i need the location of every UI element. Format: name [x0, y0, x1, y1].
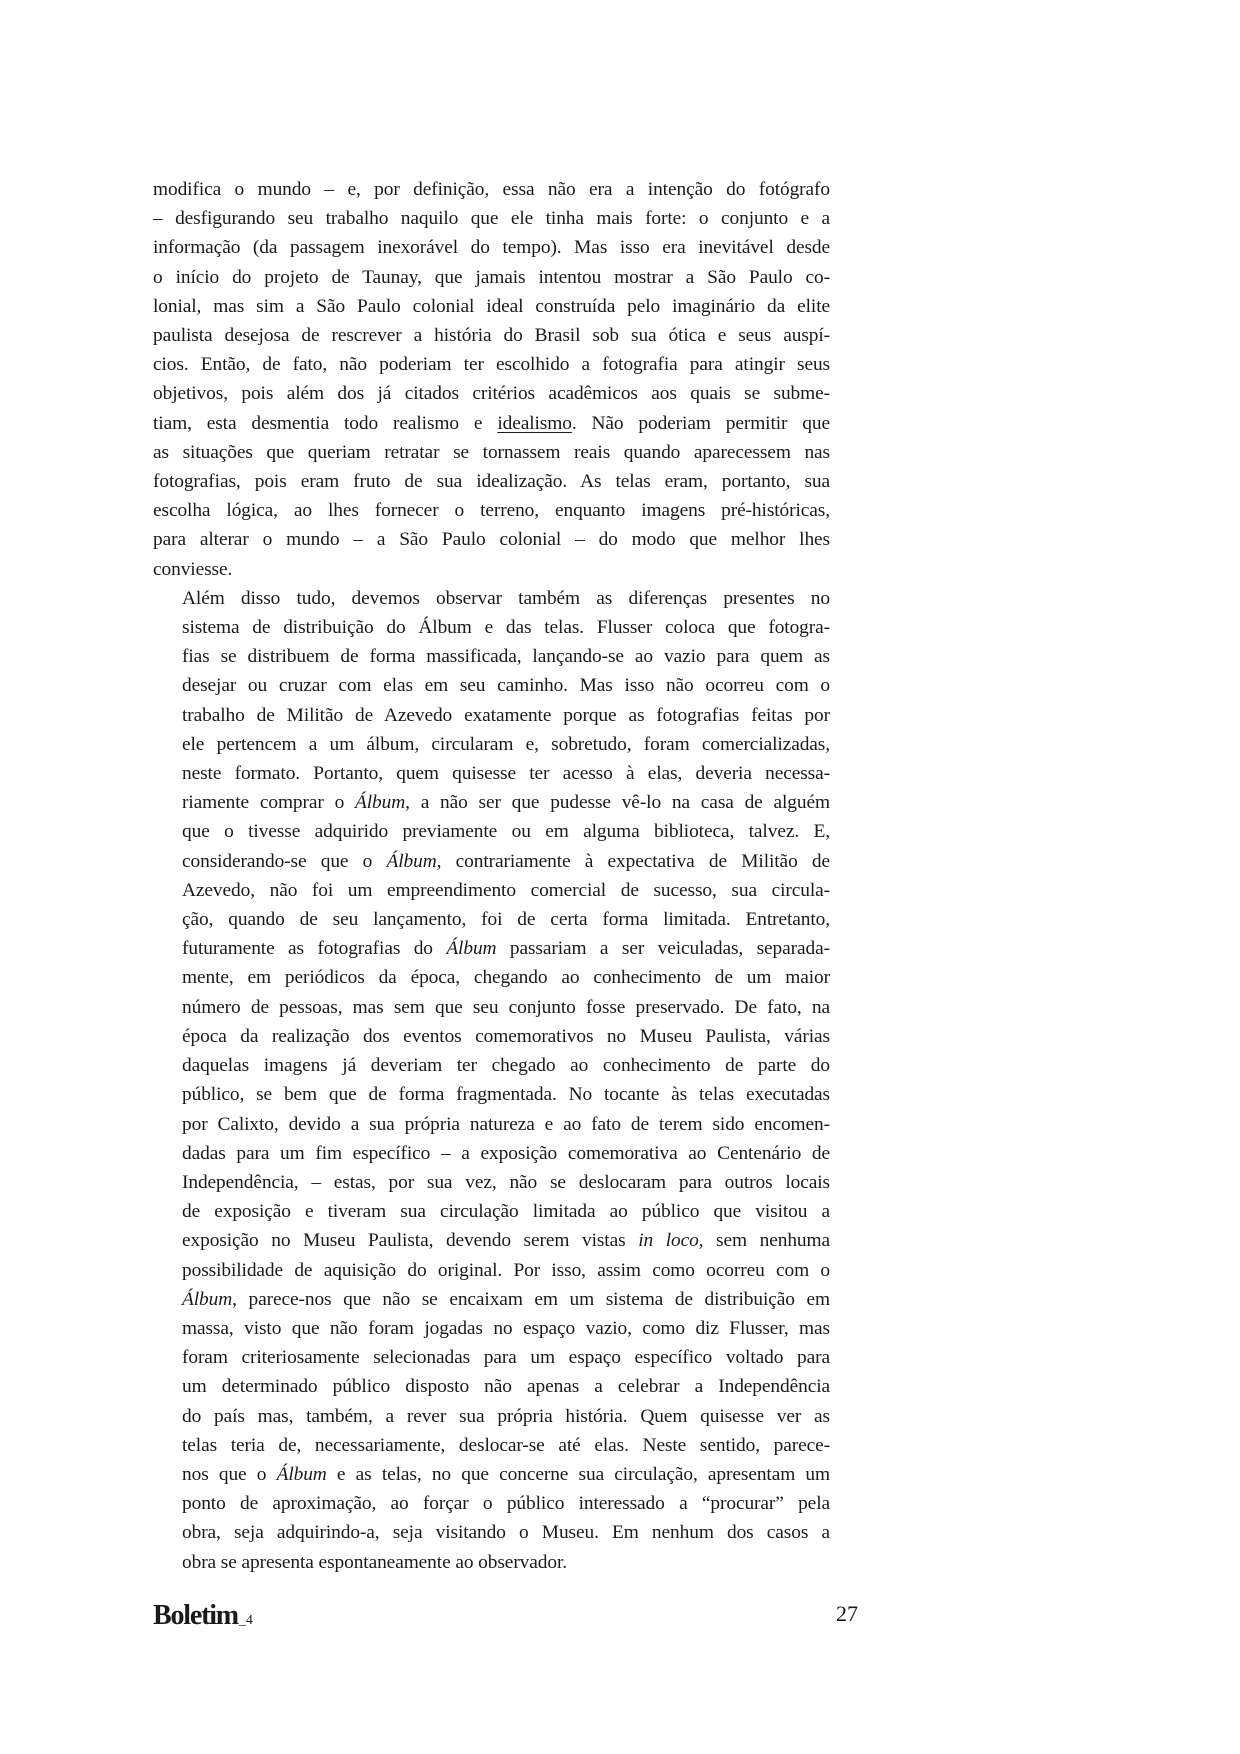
- text-line: [153, 642, 830, 671]
- text-line: [153, 1256, 830, 1285]
- text-line: [153, 876, 830, 905]
- text-line: [153, 1489, 830, 1518]
- publication-name: Boletim: [153, 1600, 238, 1631]
- text-line: [153, 379, 830, 408]
- text-line: [153, 1343, 830, 1372]
- text-run: número de pessoas, mas sem que seu conjunto fosse preservado. De fato, na: [182, 996, 830, 1018]
- italic-term: Álbum: [182, 1288, 233, 1310]
- text-line: [153, 671, 830, 700]
- text-run: fias se distribuem de forma massificada, lançando-se ao vazio para quem as: [182, 646, 830, 668]
- text-run: exposição no Museu Paulista, devendo serem vistas: [182, 1230, 639, 1252]
- text-line: [153, 1314, 830, 1343]
- italic-term: in loco,: [638, 1230, 704, 1252]
- text-run: ção, quando de seu lançamento, foi de certa forma limitada. Entretanto,: [182, 909, 830, 931]
- text-run: tiam, esta desmentia todo realismo e: [153, 412, 498, 434]
- text-run: cios. Então, de fato, não poderiam ter escolhido a fotografia para atingir seus: [153, 354, 830, 376]
- text-run: Azevedo, não foi um empreendimento comercial de sucesso, sua circula-: [182, 879, 830, 901]
- text-run: , a não ser que pudesse vê-lo na casa de alguém: [405, 792, 830, 814]
- text-run: Além disso tudo, devemos observar também as diferenças presentes no: [182, 587, 830, 609]
- text-run: , contrariamente à expectativa de Militão de: [436, 850, 830, 872]
- text-run: dadas para um fim específico – a exposição comemorativa ao Centenário de: [182, 1142, 830, 1164]
- text-line: [153, 263, 830, 292]
- text-line: [153, 350, 830, 379]
- text-line: [153, 1285, 830, 1314]
- text-run: paulista desejosa de rescrever a história do Brasil sob sua ótica e seus auspí-: [153, 325, 830, 347]
- text-run: obra, seja adquirindo-a, seja visitando o Museu. Em nenhum dos casos a: [182, 1522, 830, 1544]
- text-run: – desfigurando seu trabalho naquilo que ele tinha mais forte: o conjunto e a: [153, 208, 830, 230]
- text-line: [153, 847, 830, 876]
- text-line: [153, 788, 830, 817]
- text-run: futuramente as fotografias do: [182, 938, 447, 960]
- text-line: [153, 1110, 830, 1139]
- italic-term: Álbum: [355, 792, 406, 814]
- issue-number: _4: [238, 1613, 253, 1628]
- underlined-term: idealismo: [497, 412, 572, 434]
- text-run: que o tivesse adquirido previamente ou em alguma biblioteca, talvez. E,: [182, 821, 830, 843]
- text-line: [153, 613, 830, 642]
- text-line: [153, 817, 830, 846]
- text-run: possibilidade de aquisição do original. Por isso, assim como ocorreu com o: [182, 1259, 830, 1281]
- text-run: fotografias, pois eram fruto de sua idealização. As telas eram, portanto, sua: [153, 471, 830, 493]
- text-line: [153, 1168, 830, 1197]
- text-line: [153, 1431, 830, 1460]
- italic-term: Álbum: [276, 1463, 327, 1485]
- text-line: [153, 204, 830, 233]
- text-run: obra se apresenta espontaneamente ao observador.: [182, 1551, 568, 1573]
- text-line: [153, 1372, 830, 1401]
- text-line: [153, 1518, 830, 1547]
- body-text: [153, 175, 830, 1577]
- text-run: massa, visto que não foram jogadas no espaço vazio, como diz Flusser, mas: [182, 1317, 830, 1339]
- text-line: [153, 525, 830, 554]
- text-line: [153, 934, 830, 963]
- text-run: objetivos, pois além dos já citados critérios acadêmicos aos quais se subme-: [153, 383, 830, 405]
- text-line: [153, 759, 830, 788]
- text-run: mente, em periódicos da época, chegando ao conhecimento de um maior: [182, 967, 830, 989]
- text-run: trabalho de Militão de Azevedo exatamente porque as fotografias feitas por: [182, 704, 830, 726]
- text-run: época da realização dos eventos comemorativos no Museu Paulista, várias: [182, 1025, 830, 1047]
- text-run: . Não poderiam permitir que: [571, 412, 831, 434]
- text-run: informação (da passagem inexorável do tempo). Mas isso era inevitável desde: [153, 237, 830, 259]
- text-run: telas teria de, necessariamente, deslocar-se até elas. Neste sentido, parece-: [182, 1434, 830, 1456]
- text-run: conviesse.: [153, 558, 233, 580]
- text-line: [153, 1402, 830, 1431]
- text-run: escolha lógica, ao lhes fornecer o terreno, enquanto imagens pré-históricas,: [153, 500, 830, 522]
- text-run: e as telas, no que concerne sua circulação, apresentam um: [326, 1463, 830, 1485]
- text-run: Independência, – estas, por sua vez, não se deslocaram para outros locais: [182, 1171, 830, 1193]
- text-run: passariam a ser veiculadas, separada-: [496, 938, 830, 960]
- text-line: [153, 1460, 830, 1489]
- text-run: o início do projeto de Taunay, que jamais intentou mostrar a São Paulo co-: [153, 266, 830, 288]
- text-run: , parece-nos que não se encaixam em um sistema de distribuição em: [232, 1288, 830, 1310]
- text-run: riamente comprar o: [182, 792, 355, 814]
- text-run: de exposição e tiveram sua circulação limitada ao público que visitou a: [182, 1201, 830, 1223]
- text-line: [153, 175, 830, 204]
- text-run: desejar ou cruzar com elas em seu caminho. Mas isso não ocorreu com o: [182, 675, 830, 697]
- text-run: do país mas, também, a rever sua própria história. Quem quisesse ver as: [182, 1405, 830, 1427]
- text-run: por Calixto, devido a sua própria natureza e ao fato de terem sido encomen-: [182, 1113, 830, 1135]
- italic-term: Álbum: [386, 850, 437, 872]
- text-run: para alterar o mundo – a São Paulo colonial – do modo que melhor lhes: [153, 529, 830, 551]
- text-line: [153, 701, 830, 730]
- text-line: [153, 905, 830, 934]
- text-run: neste formato. Portanto, quem quisesse ter acesso à elas, deveria necessa-: [182, 763, 830, 785]
- text-line: [153, 555, 830, 584]
- text-run: ponto de aproximação, ao forçar o público interessado a “procurar” pela: [182, 1493, 830, 1515]
- text-line: [153, 1139, 830, 1168]
- paragraph: [153, 584, 830, 1577]
- text-run: considerando-se que o: [182, 850, 387, 872]
- text-line: [153, 409, 830, 438]
- text-line: [153, 584, 830, 613]
- text-run: as situações que queriam retratar se tornassem reais quando aparecessem nas: [153, 441, 830, 463]
- text-line: [153, 1548, 830, 1577]
- text-line: [153, 467, 830, 496]
- text-line: [153, 1197, 830, 1226]
- text-line: [153, 730, 830, 759]
- text-run: lonial, mas sim a São Paulo colonial ideal construída pelo imaginário da elite: [153, 295, 830, 317]
- text-line: [153, 321, 830, 350]
- publication-logo: [153, 1600, 253, 1632]
- text-run: sistema de distribuição do Álbum e das telas. Flusser coloca que fotogra-: [182, 617, 830, 639]
- text-line: [153, 963, 830, 992]
- text-line: [153, 993, 830, 1022]
- text-run: modifica o mundo – e, por definição, essa não era a intenção do fotógrafo: [153, 179, 830, 200]
- text-line: [153, 1080, 830, 1109]
- text-line: [153, 292, 830, 321]
- text-line: [153, 1051, 830, 1080]
- text-run: nos que o: [182, 1463, 277, 1485]
- text-line: [153, 1226, 830, 1255]
- text-run: daquelas imagens já deveriam ter chegado ao conhecimento de parte do: [182, 1055, 830, 1077]
- text-line: [153, 496, 830, 525]
- text-run: um determinado público disposto não apenas a celebrar a Independência: [182, 1376, 830, 1398]
- text-run: público, se bem que de forma fragmentada. No tocante às telas executadas: [182, 1084, 830, 1106]
- text-line: [153, 438, 830, 467]
- italic-term: Álbum: [446, 938, 497, 960]
- text-run: ele pertencem a um álbum, circularam e, sobretudo, foram comercializadas,: [182, 733, 830, 755]
- page-number: 27: [836, 1601, 858, 1626]
- text-run: sem nenhuma: [703, 1230, 830, 1252]
- text-line: [153, 233, 830, 262]
- text-line: [153, 1022, 830, 1051]
- text-run: foram criteriosamente selecionadas para um espaço específico voltado para: [182, 1347, 830, 1369]
- paragraph: [153, 175, 830, 584]
